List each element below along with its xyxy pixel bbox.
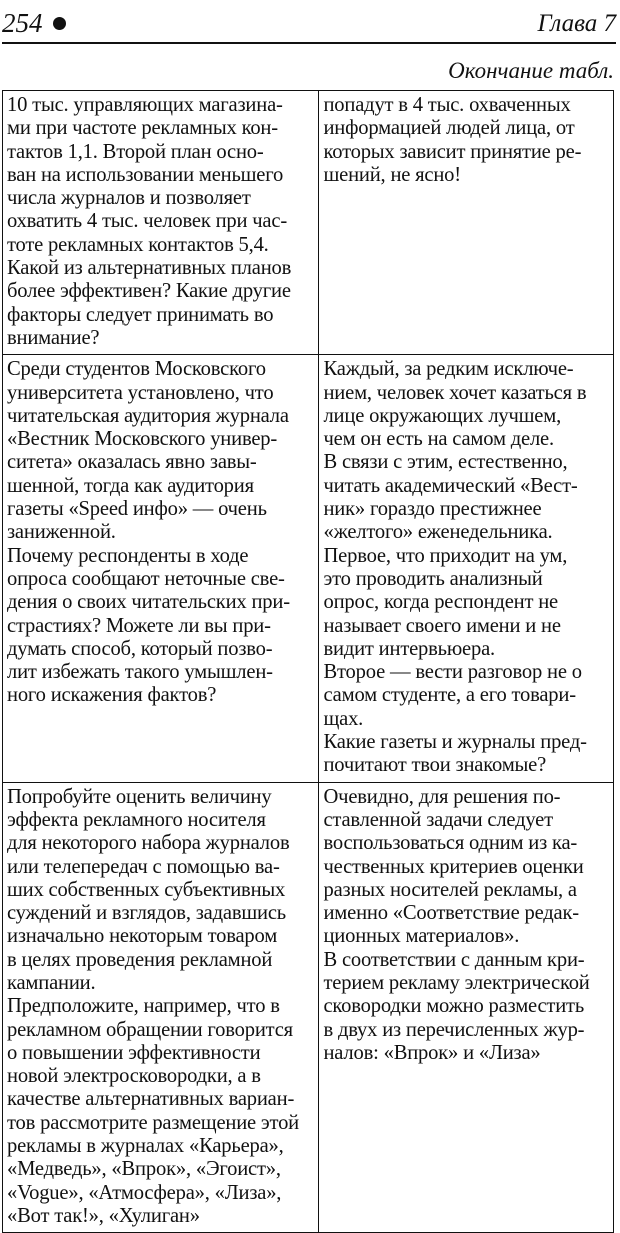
paragraph: Попробуйте оценить величину эффекта рекламного носителя для некоторого набора журналов или телепередач с помощью ва- ших собственных субъективных суждений и взглядов, задавшись изначально некоторым товаром в целях проведения рекламной кампании. — [7, 785, 290, 994]
table-row-1 — [3, 91, 614, 355]
paragraph: В соответствии с данным кри- терием рекламу электрической сковородки можно разместить в двух из перечисленных жур- налов: «Впрок» и «Лиза» — [323, 948, 590, 1064]
table-cell-left-1 — [3, 91, 319, 355]
table-row-2 — [3, 355, 614, 782]
table-continuation-caption: Окончание табл. — [448, 58, 614, 83]
table-cell-left-2 — [3, 355, 319, 782]
content-table — [2, 90, 614, 1233]
page-header — [2, 6, 616, 44]
paragraph: Среди студентов Московского университета установлено, что читательская аудитория журнала «Вестник Московского универ- ситета» оказалась явно завы- шенной, тогда как аудитория газеты «Speed инфо» — очень заниженной. — [7, 358, 289, 544]
paragraph: Предположите, например, что в рекламном обращении говорится о повышении эффективности новой электросковородки, а в качестве альтернативных вариан- тов рассмотрите размещение этой рекламы в журналах «Карьера», «Медведь», «Впрок», «Эгоист», «Vogue», «Атмосфера», «Лиза», «Вот так!», «Хулиган» — [7, 995, 299, 1227]
paragraph: Какие газеты и журналы пред- почитают твои знакомые? — [323, 731, 587, 777]
table-cell-right-1 — [319, 91, 614, 355]
paragraph: Второе — вести разговор не о самом студенте, а его товари- щах. — [323, 661, 582, 730]
paragraph: Первое, что приходит на ум, это проводить анализный опрос, когда респондент не называет своего имени и не видит интервьюера. — [323, 544, 568, 660]
paragraph: В связи с этим, естественно, читать академический «Вест- ник» гораздо престижнее «желтого» еженедельника. — [323, 451, 578, 544]
paragraph: попадут в 4 тыс. охваченных информацией людей лица, от которых зависит принятие ре- шений, не ясно! — [323, 94, 582, 186]
chapter-title: Глава 7 — [537, 10, 616, 37]
paragraph: 10 тыс. управляющих магазина- ми при частоте рекламных кон- тактов 1,1. Второй план осно- ван на использовании меньшего числа журналов и позволяет охватить 4 тыс. человек при час- тоте рекламных контактов 5,4. Какой из альтернативных планов более эффективен? Какие другие факторы следует принимать во внимание? — [7, 94, 292, 349]
table-cell-right-3 — [319, 782, 614, 1233]
table-cell-right-2 — [319, 355, 614, 782]
paragraph: Каждый, за редким исключе- нием, человек хочет казаться в лице окружающих лучшем, чем он есть на самом деле. — [323, 358, 587, 451]
page-number: 254 — [2, 8, 66, 38]
paragraph: Очевидно, для решения по- ставленной задачи следует воспользоваться одним из ка- чественных критериев оценки разных носителей рекламы, а именно «Соответствие редак- ционных материалов». — [323, 785, 584, 948]
table-cell-left-3 — [3, 782, 319, 1233]
table-row-3 — [3, 782, 614, 1233]
paragraph: Почему респонденты в ходе опроса сообщают неточные све- дения о своих читательских при- страстиях? Можете ли вы при- думать способ, который позво- лит избежать такого умышлен- ного искажения фактов? — [7, 544, 290, 707]
bullet-icon — [53, 17, 66, 30]
